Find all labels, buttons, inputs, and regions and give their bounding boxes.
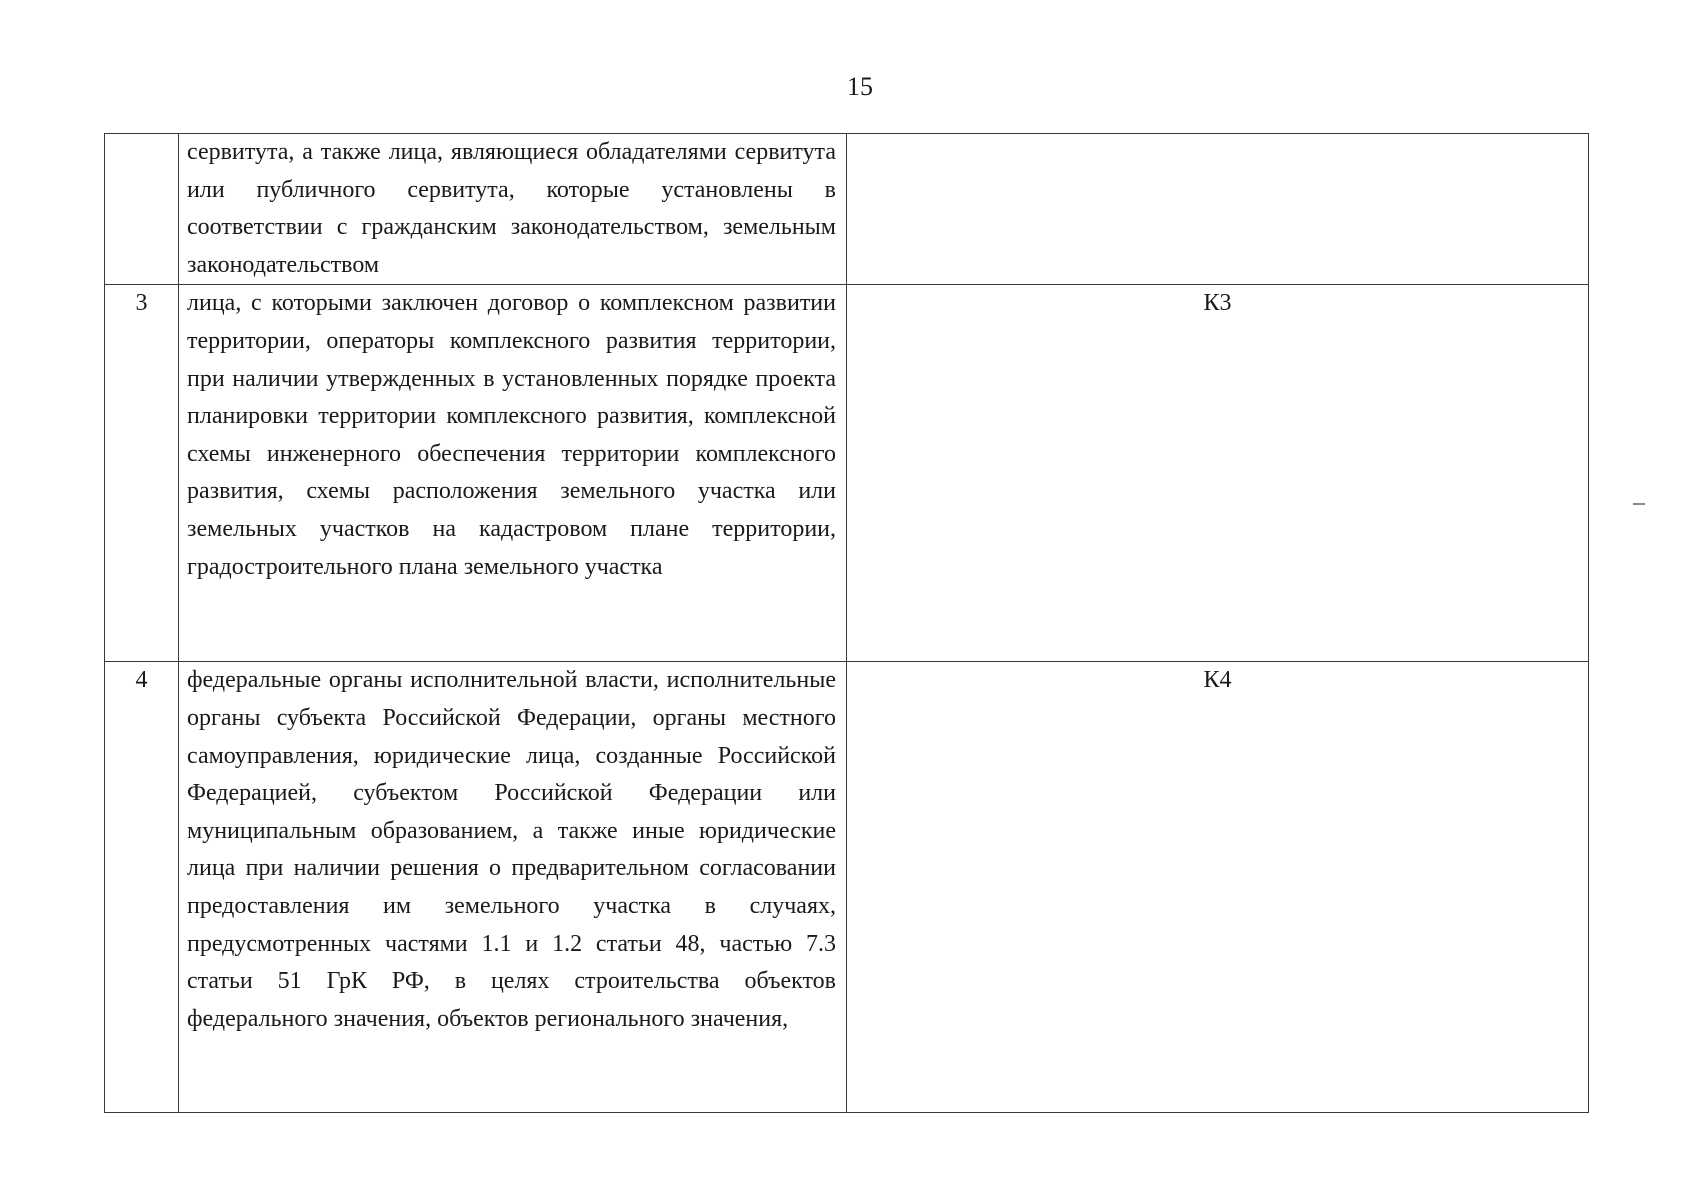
- row-number: [105, 134, 179, 285]
- table-row: [105, 285, 1589, 662]
- row-code: К3: [847, 285, 1589, 662]
- row-code: К4: [847, 662, 1589, 1113]
- row-code: [847, 134, 1589, 285]
- row-number: 3: [105, 285, 179, 662]
- page-number: 15: [847, 72, 873, 101]
- row-number: 4: [105, 662, 179, 1113]
- classification-table: [104, 133, 1589, 1113]
- row-description: сервитута, а также лица, являющиеся обладателями сервитута или публичного сервитута, которые установлены в соответствии с гражданским законодательством, земельным законодательством: [179, 134, 847, 285]
- row-description: федеральные органы исполнительной власти, исполнительные органы субъекта Российской Федерации, органы местного самоуправления, юридические лица, созданные Российской Федерацией, субъектом Российской Федерации или муниципальным образованием, а также иные юридические лица при наличии решения о предварительном согласовании предоставления им земельного участка в случаях, предусмотренных частями 1.1 и 1.2 статьи 48, частью 7.3 статьи 51 ГрК РФ, в целях строительства объектов федерального значения, объектов регионального значения,: [179, 662, 847, 1113]
- table-row: [105, 134, 1589, 285]
- scan-artifact: [1633, 503, 1645, 505]
- row-description: лица, с которыми заключен договор о комплексном развитии территории, операторы комплексного развития территории, при наличии утвержденных в установленных порядке проекта планировки территории комплексного развития, комплексной схемы инженерного обеспечения территории комплексного развития, схемы расположения земельного участка или земельных участков на кадастровом плане территории, градостроительного плана земельного участка: [179, 285, 847, 662]
- table-row: [105, 662, 1589, 1113]
